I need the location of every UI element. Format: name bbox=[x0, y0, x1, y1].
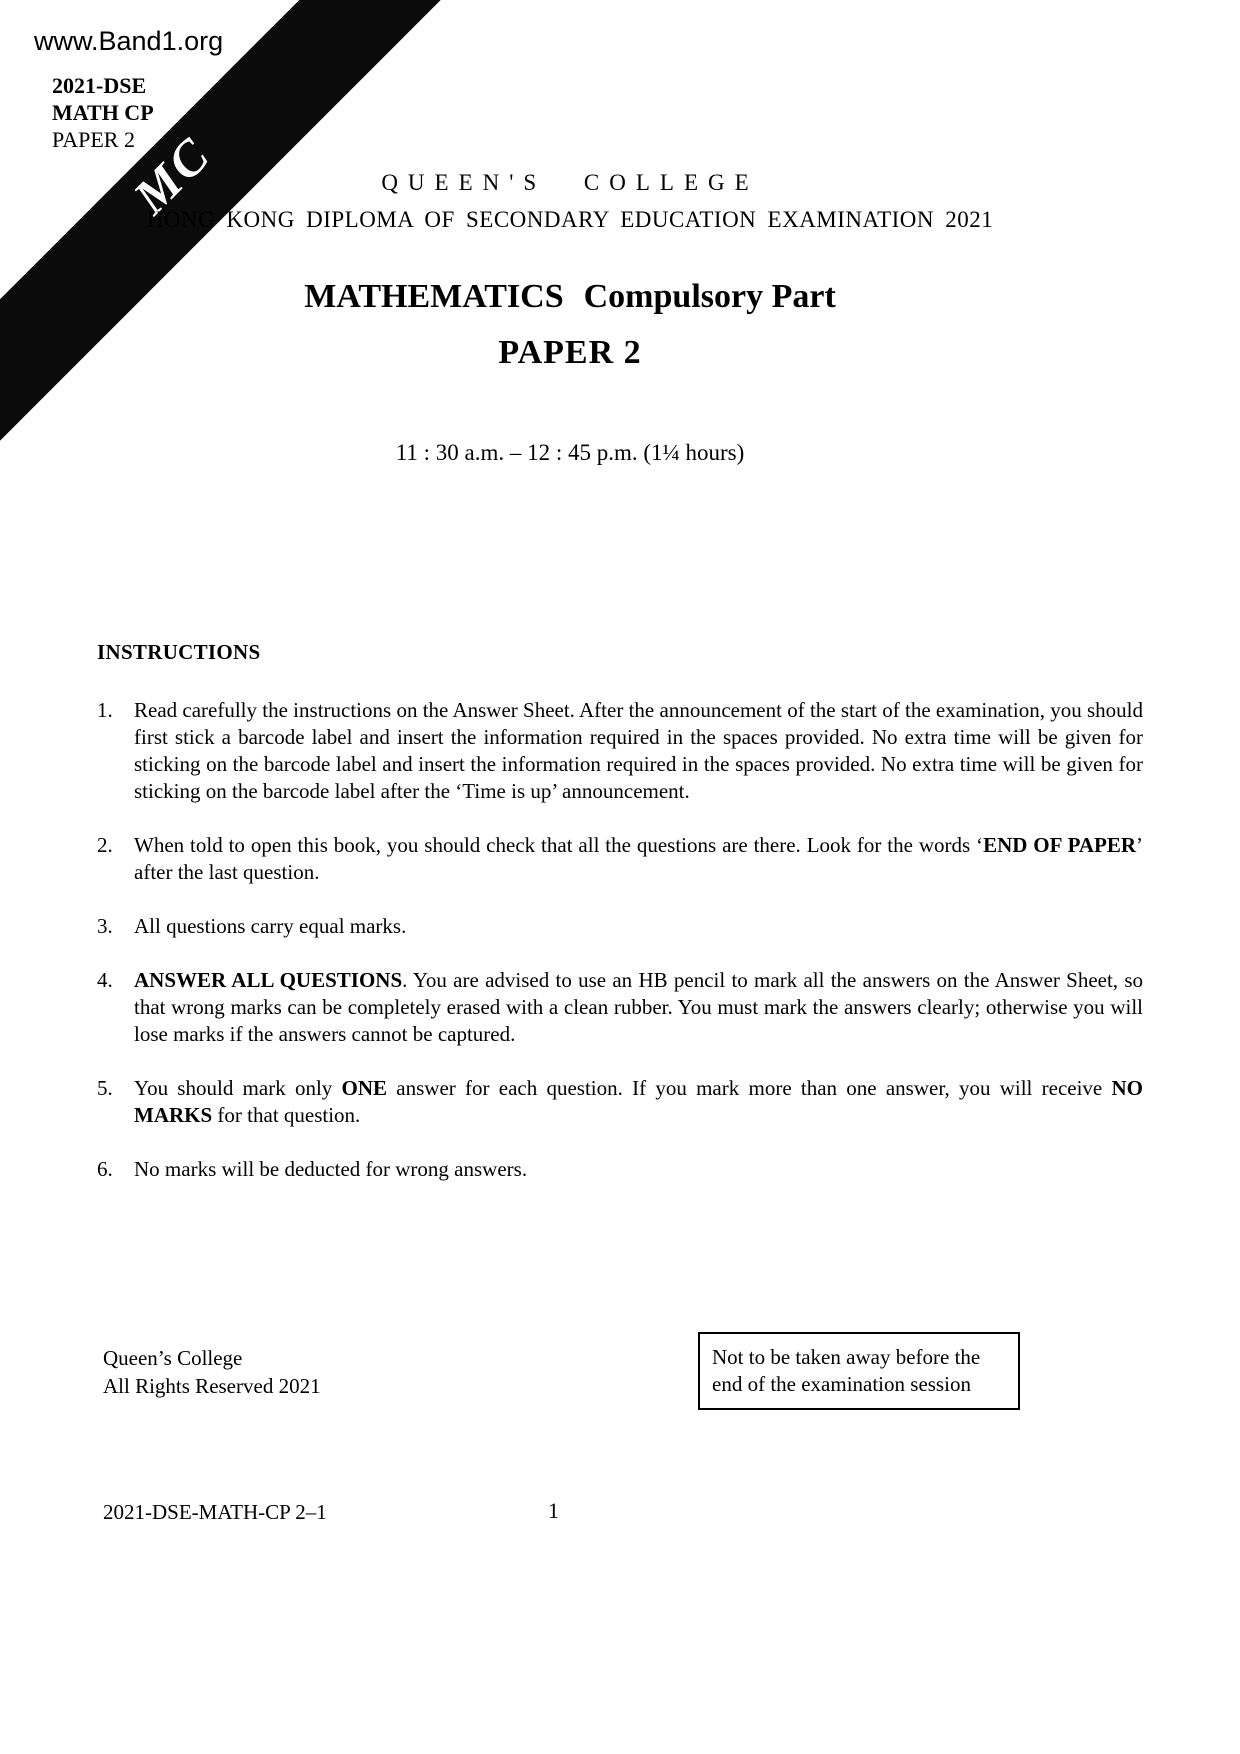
exam-time: 11 : 30 a.m. – 12 : 45 p.m. (1¼ hours) bbox=[395, 440, 745, 465]
instruction-segment: Read carefully the instructions on the Answer Sheet. After the announcement of the start of the examination, you should first stick a barcode label and insert the information required in the spaces provided. No extra time will be given for sticking on the barcode label and insert the information required in the spaces provided. No extra time will be given for sticking on the barcode label after the ‘Time is up’ announcement. bbox=[134, 698, 1143, 803]
paper-title-main: MATHEMATICS bbox=[304, 278, 564, 315]
college-name: QUEEN'S COLLEGE bbox=[381, 170, 759, 195]
instruction-item-5 bbox=[97, 1075, 1143, 1129]
instruction-segment: answer for each question. If you mark more than one answer, you will receive bbox=[387, 1076, 1112, 1100]
paper-code-line3: PAPER 2 bbox=[52, 127, 135, 152]
instruction-text bbox=[134, 1075, 1143, 1129]
instruction-number: 4. bbox=[97, 968, 113, 992]
instruction-item-6 bbox=[97, 1156, 1143, 1183]
instructions-heading: INSTRUCTIONS bbox=[97, 640, 261, 664]
instruction-segment-bold: END OF PAPER bbox=[983, 833, 1136, 857]
instruction-number: 1. bbox=[97, 698, 113, 722]
paper-number: PAPER 2 bbox=[498, 334, 642, 371]
instruction-segment: When told to open this book, you should check that all the questions are there. Look for the words ‘ bbox=[134, 833, 984, 857]
instruction-number: 5. bbox=[97, 1076, 113, 1100]
retention-notice-line1: Not to be taken away before the bbox=[712, 1345, 981, 1369]
instruction-number: 3. bbox=[97, 914, 113, 938]
instruction-item-2 bbox=[97, 832, 1143, 886]
paper-code-block bbox=[52, 72, 154, 153]
paper-title-sub: Compulsory Part bbox=[583, 278, 836, 315]
instruction-number: 6. bbox=[97, 1157, 113, 1181]
paper-code-line1: 2021-DSE bbox=[52, 73, 147, 98]
instruction-segment: You should mark only bbox=[134, 1076, 342, 1100]
instruction-text bbox=[134, 913, 1143, 940]
paper-code-line2: MATH CP bbox=[52, 100, 154, 125]
banner-mc-label: MC bbox=[122, 125, 222, 225]
retention-notice-line2: end of the examination session bbox=[712, 1372, 971, 1396]
instruction-text bbox=[134, 1156, 1143, 1183]
instruction-number: 2. bbox=[97, 833, 113, 857]
copyright-block bbox=[103, 1344, 321, 1400]
instruction-item-1 bbox=[97, 697, 1143, 805]
retention-notice-box bbox=[698, 1332, 1020, 1410]
instruction-segment: . You are advised to use an HB pencil to mark all the answers on the Answer Sheet, so that wrong marks can be completely erased with a clean rubber. You must mark the answers clearly; otherwise you will lose marks if the answers cannot be captured. bbox=[134, 968, 1143, 1046]
instruction-segment: for that question. bbox=[212, 1103, 361, 1127]
paper-reference-code: 2021-DSE-MATH-CP 2–1 bbox=[103, 1500, 327, 1524]
copyright-owner: Queen’s College bbox=[103, 1346, 243, 1370]
instruction-item-4 bbox=[97, 967, 1143, 1048]
instruction-segment: No marks will be deducted for wrong answers. bbox=[134, 1157, 528, 1181]
instruction-segment-bold: NO MARKS bbox=[134, 1076, 1143, 1127]
watermark-url: www.Band1.org bbox=[34, 26, 224, 56]
instruction-segment-bold: ONE bbox=[341, 1076, 388, 1100]
instruction-segment-bold: ANSWER ALL QUESTIONS bbox=[134, 968, 403, 992]
instructions-section bbox=[97, 640, 1143, 1210]
exam-name: HONG KONG DIPLOMA OF SECONDARY EDUCATION EXAMINATION 2021 bbox=[146, 207, 994, 232]
instruction-segment: ’ after the last question. bbox=[134, 833, 1143, 884]
instruction-segment: All questions carry equal marks. bbox=[134, 914, 407, 938]
copyright-rights: All Rights Reserved 2021 bbox=[103, 1374, 321, 1398]
instruction-text bbox=[134, 967, 1143, 1048]
instruction-text bbox=[134, 697, 1143, 805]
instruction-item-3 bbox=[97, 913, 1143, 940]
page-number: 1 bbox=[548, 1498, 559, 1523]
paper-title bbox=[0, 278, 1140, 316]
instruction-text bbox=[134, 832, 1143, 886]
